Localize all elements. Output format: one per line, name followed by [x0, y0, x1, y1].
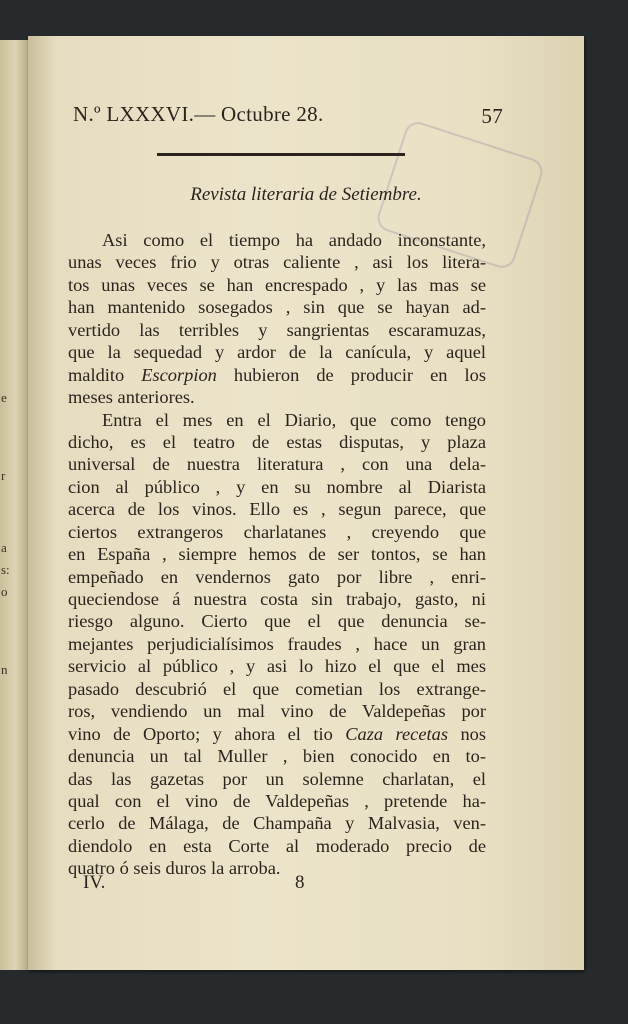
- section-title: Revista literaria de Setiembre.: [190, 184, 422, 205]
- text-line: maldito Escorpion hubieron de producir en los: [68, 364, 486, 385]
- left-page-edge: [0, 40, 29, 970]
- text-line: servicio al público , y asi lo hizo el que el mes: [68, 656, 486, 677]
- text-line: Entra el mes en el Diario, que como tengo: [102, 409, 486, 430]
- text-line: cerlo de Málaga, de Champaña y Malvasia, ven-: [68, 813, 486, 834]
- signature-mark: 8: [295, 872, 305, 893]
- text-line: vino de Oporto; y ahora el tio Caza recetas nos: [68, 723, 486, 744]
- text-line: que la sequedad y ardor de la canícula, y aquel: [68, 342, 486, 363]
- text-line: das las gazetas por un solemne charlatan, el: [68, 768, 486, 789]
- text-line: acerca de los vinos. Ello es , segun parece, que: [68, 499, 486, 520]
- text-line: qual con el vino de Valdepeñas , pretende ha-: [68, 790, 486, 811]
- volume-number: IV.: [83, 872, 106, 893]
- left-page-glyph: s:: [1, 562, 10, 577]
- text-line: en España , siempre hemos de ser tontos, se han: [68, 544, 486, 565]
- text-line: ciertos extrangeros charlatanes , creyendo que: [68, 521, 486, 542]
- text-line: mejantes perjudicialísimos fraudes , hace un gran: [68, 633, 486, 654]
- text-line: ros, vendiendo un mal vino de Valdepeñas por: [68, 701, 486, 722]
- text-line: pasado descubrió el que cometian los extrange-: [68, 678, 486, 699]
- text-line: empeñado en vendernos gato por libre , enri-: [68, 566, 486, 587]
- body-text: [68, 229, 486, 880]
- page-header: [73, 102, 503, 132]
- text-line: denuncia un tal Muller , bien conocido en to-: [68, 746, 486, 767]
- book-page: [28, 36, 584, 970]
- text-line: tos unas veces se han encrespado , y las mas se: [68, 274, 486, 295]
- text-line: han mantenido sosegados , sin que se hayan ad-: [68, 297, 486, 318]
- header-rule: [157, 153, 405, 156]
- page-footer: [83, 872, 333, 900]
- left-page-glyph: r: [1, 468, 6, 483]
- text-line: vertido las terribles y sangrientas escaramuzas,: [68, 319, 486, 340]
- left-page-glyph: n: [1, 662, 8, 677]
- text-line: cion al público , y en su nombre al Diarista: [68, 476, 486, 497]
- page-number: 57: [481, 104, 503, 128]
- text-line: diendolo en esta Corte al moderado precio de: [68, 835, 486, 856]
- text-line: quatro ó seis duros la arroba.: [68, 858, 281, 879]
- text-line: Asi como el tiempo ha andado inconstante,: [102, 230, 486, 250]
- text-line: unas veces frio y otras caliente , asi los litera-: [68, 252, 486, 273]
- left-page-glyph: e: [1, 390, 7, 405]
- left-page-glyph: o: [1, 584, 8, 599]
- text-line: universal de nuestra literatura , con una dela-: [68, 454, 486, 475]
- text-line: riesgo alguno. Cierto que el que denuncia se-: [68, 611, 486, 632]
- left-page-glyph: a: [1, 540, 7, 555]
- text-line: meses anteriores.: [68, 387, 195, 408]
- text-line: dicho, es el teatro de estas disputas, y plaza: [68, 431, 486, 452]
- issue-reference: N.º LXXXVI.— Octubre 28.: [73, 102, 324, 126]
- text-line: queciendose á nuestra costa sin trabajo, gasto, ni: [68, 589, 486, 609]
